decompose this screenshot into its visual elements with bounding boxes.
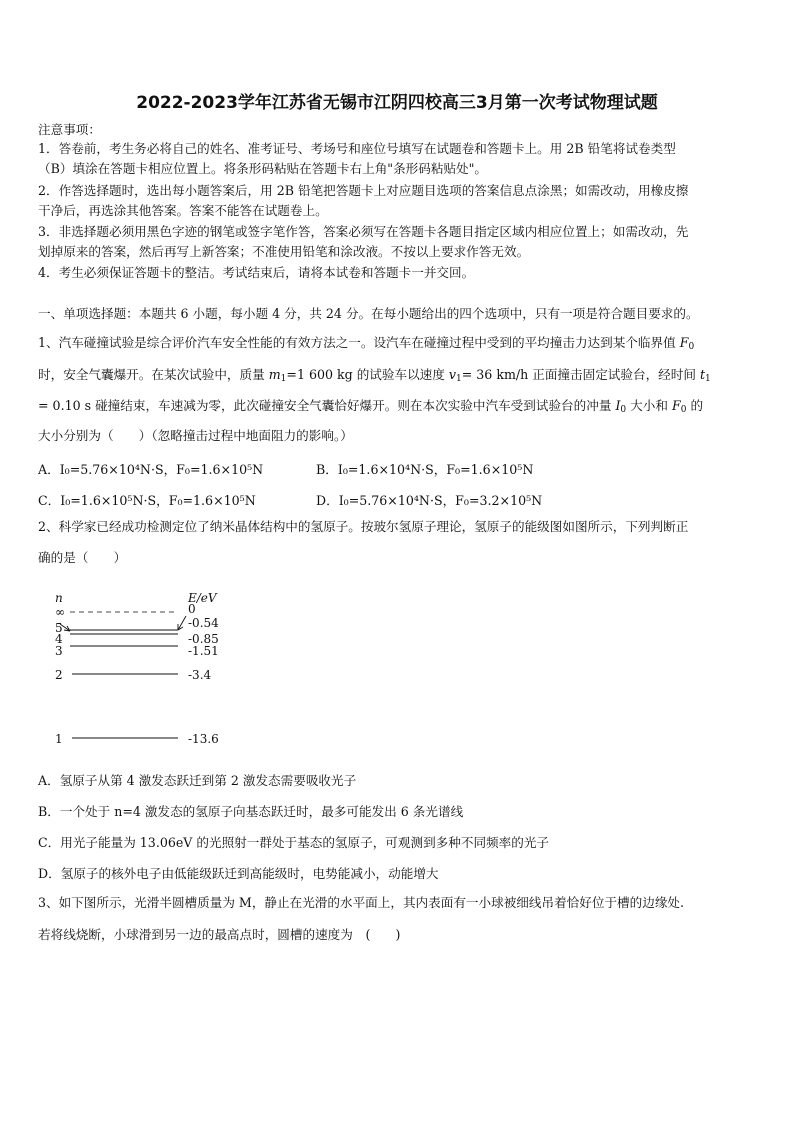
level-n-label: 2 <box>55 668 63 682</box>
level-n-label: 3 <box>55 644 63 658</box>
q1-option-d[interactable]: D．I₀=5.76×10⁴N·S，F₀=3.2×10⁵N <box>316 493 543 508</box>
level-e-label: -13.6 <box>188 732 219 746</box>
level-n-label: 4 <box>55 632 63 646</box>
note-line: 4．考生必须保证答题卡的整洁。考试结束后，请将本试卷和答题卡一并交回。 <box>38 265 475 280</box>
q2-line-2: 确的是（ ） <box>38 550 127 565</box>
page-title: 2022-2023学年江苏省无锡市江阴四校高三3月第一次考试物理试题 <box>136 93 658 113</box>
q1-line-4: 大小分别为（ ）（忽略撞击过程中地面阻力的影响。） <box>38 428 353 443</box>
level-e-label: -3.4 <box>188 668 212 682</box>
level-e-label: -0.54 <box>188 616 219 630</box>
level-n-label: 1 <box>55 732 63 746</box>
section-heading: 一、单项选择题：本题共 6 小题，每小题 4 分，共 24 分。在每小题给出的四个选项中，只有一项是符合题目要求的。 <box>38 306 699 321</box>
note-line: 干净后，再选涂其他答案。答案不能答在试题卷上。 <box>38 203 328 218</box>
level-e-label: -0.85 <box>188 632 219 646</box>
q1-option-b[interactable]: B．I₀=1.6×10⁴N·S，F₀=1.6×10⁵N <box>316 462 534 477</box>
note-line: 划掉原来的答案，然后再写上新答案；不准使用铅笔和涂改液。不按以上要求作答无效。 <box>38 244 530 259</box>
level-e-label: 0 <box>188 602 196 616</box>
q3-line-2: 若将线烧断，小球滑到另一边的最高点时，圆槽的速度为 ( ) <box>38 927 401 942</box>
q1-line-2: 时，安全气囊爆开。在某次试验中，质量 $m_1=1$ 600 kg 的试验车以速度 $v_1= 36$ km/h 正面撞击固定试验台，经时间 $t_1$ <box>38 367 711 384</box>
q2-option-c[interactable]: C．用光子能量为 13.06eV 的光照射一群处于基态的氢原子，可观测到多种不同频率的光子 <box>38 835 550 850</box>
notes-heading: 注意事项： <box>38 122 101 137</box>
note-line: 1．答卷前，考生务必将自己的姓名、准考证号、考场号和座位号填写在试题卷和答题卡上。用 2B 铅笔将试卷类型 <box>38 141 676 156</box>
note-line: 2．作答选择题时，选出每小题答案后，用 2B 铅笔把答题卡上对应题目选项的答案信息点涂黑；如需改动，用橡皮擦 <box>38 183 689 198</box>
level-e-label: -1.51 <box>188 644 219 658</box>
q2-option-b[interactable]: B．一个处于 n=4 激发态的氢原子向基态跃迁时，最多可能发出 6 条光谱线 <box>38 804 464 819</box>
note-line: 3．非选择题必须用黑色字迹的钢笔或签字笔作答，答案必须写在答题卡各题目指定区域内相应位置上；如需改动，先 <box>38 224 689 239</box>
energy-level-diagram <box>50 590 250 750</box>
q1-line-1: 1、汽车碰撞试验是综合评价汽车安全性能的有效方法之一。设汽车在碰撞过程中受到的平均撞击力达到某个临界值 $F_0$ <box>38 335 695 352</box>
level-n-label: ∞ <box>55 605 65 619</box>
q3-line-1: 3、如下图所示，光滑半圆槽质量为 M，静止在光滑的水平面上，其内表面有一小球被细线吊着恰好位于槽的边缘处. <box>38 895 685 910</box>
note-line: （B）填涂在答题卡相应位置上。将条形码粘贴在答题卡右上角"条形码粘贴处"。 <box>38 161 488 176</box>
q1-option-c[interactable]: C．I₀=1.6×10⁵N·S，F₀=1.6×10⁵N <box>38 493 256 508</box>
q2-option-d[interactable]: D．氢原子的核外电子由低能级跃迁到高能级时，电势能减小，动能增大 <box>38 866 439 881</box>
q2-line-1: 2、科学家已经成功检测定位了纳米晶体结构中的氢原子。按玻尔氢原子理论，氢原子的能级图如图所示，下列判断正 <box>38 519 689 534</box>
level-n-label: 5 <box>55 621 63 635</box>
n-axis-label: n <box>55 591 63 605</box>
q1-option-a[interactable]: A．I₀=5.76×10⁴N·S，F₀=1.6×10⁵N <box>38 462 264 477</box>
q1-line-3: = 0.10 s 碰撞结束，车速减为零，此次碰撞安全气囊恰好爆开。则在本次实验中汽车受到试验台的冲量 $I_0$ 大小和 $F_0$ 的 <box>38 398 704 415</box>
q2-option-a[interactable]: A．氢原子从第 4 激发态跃迁到第 2 激发态需要吸收光子 <box>38 773 357 788</box>
energy-axis-label: E/eV <box>188 591 217 605</box>
